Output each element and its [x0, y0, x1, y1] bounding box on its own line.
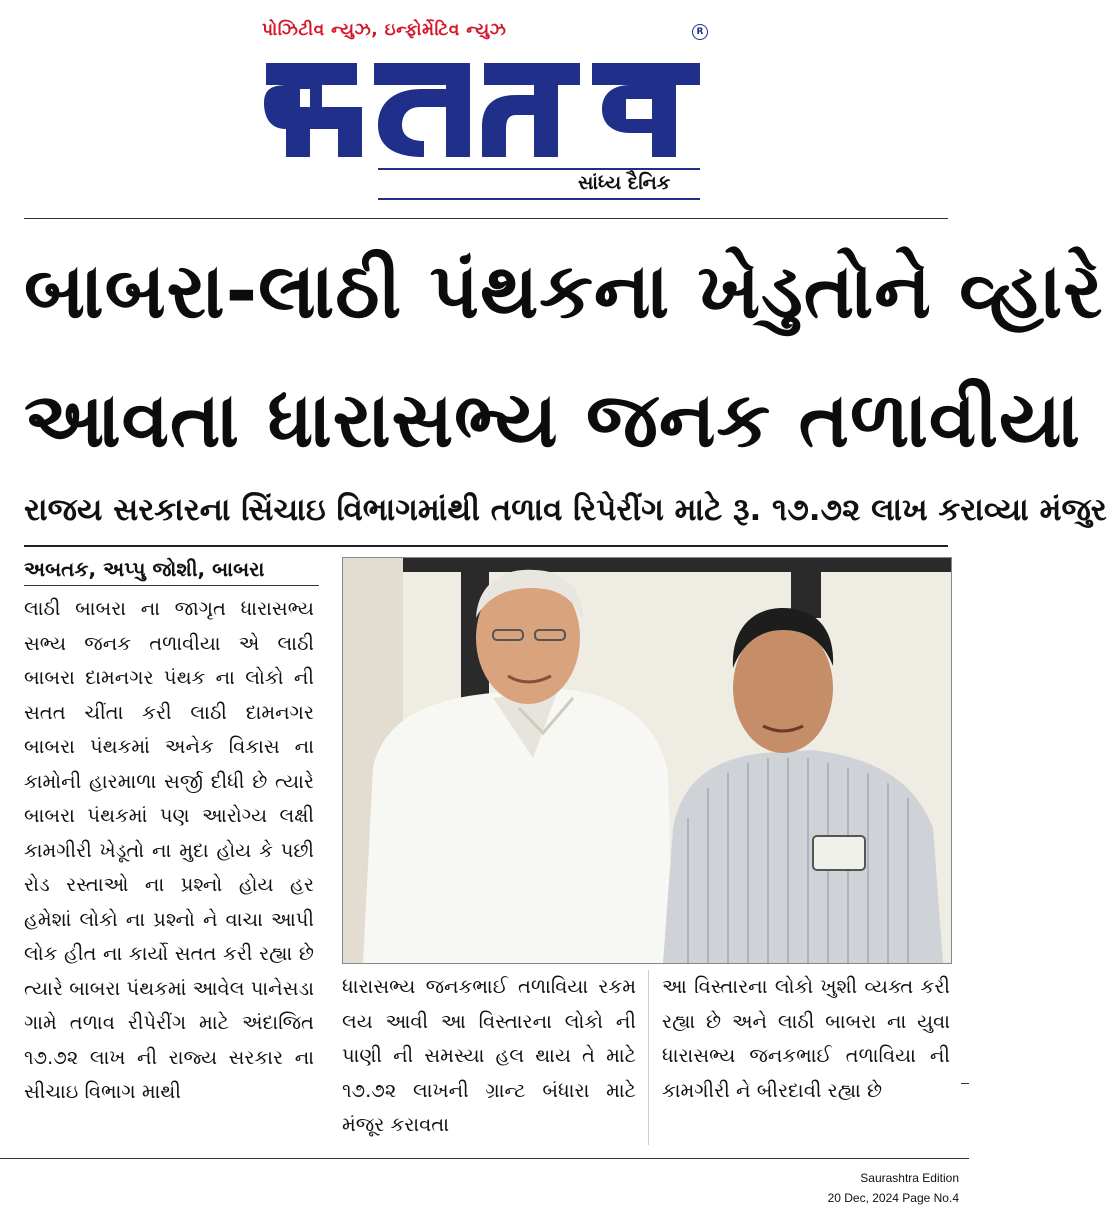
logo-divider	[378, 168, 700, 170]
newspaper-logo	[262, 45, 702, 165]
footer-rule	[0, 1158, 969, 1159]
newspaper-logo-graphic	[262, 45, 702, 165]
photo-two-men-illustration	[343, 558, 951, 963]
byline: અબતક, અપ્પુ જોશી, બાબરા	[24, 557, 265, 581]
article-column-3: આ વિસ્તારના લોકો ખુશી વ્યક્ત કરી રહ્યા છે અને લાઠી બાબરા ના યુવા ધારાસભ્ય જનકભાઈ તળાવિયા ની કામગીરી ને બીરદાવી રહ્યા છે	[662, 975, 950, 1102]
edition-type: સાંધ્ય દૈનિક	[578, 172, 671, 194]
article-column-2: ધારાસભ્ય જનકભાઈ તળાવિયા રકમ લય આવી આ વિસ્તારના લોકો ની પાણી ની સમસ્યા હલ થાય તે માટે ૧૭.૭૨ લાખની ગ્રાન્ટ બંધારા માટે મંજૂર કરાવતા	[342, 975, 636, 1136]
headline-line-1: બાબરા-લાઠી પંથકના ખેડુતોને વ્હારે	[24, 246, 1104, 335]
article-column-1: લાઠી બાબરા ના જાગૃત ધારાસભ્ય સભ્ય જનક તળાવીયા એ લાઠી બાબરા દામનગર પંથક ના લોકો ની સતત ચીંતા કરી લાઠી દામનગર બાબરા પંથકમાં અનેક વિકાસ ના કામોની હારમાળા સર્જી દીધી છે ત્યારે બાબરા પંથકમાં પણ આરોગ્ય લક્ષી કામગીરી ખેડૂતો ના મુદા હોય કે પછી રોડ રસ્તાઓ ના પ્રશ્નો હોય હર હમેશાં લોકો ના પ્રશ્નો ને વાચા આપી લોક હીત ના કાર્યો સતત કરી રહ્યા છે ત્યારે બાબરા પંથકમાં આવેલ પાનેસડા ગામે તળાવ રીપેરીંગ માટે અંદાજિત ૧૭.૭૨ લાખ ની રાજ્ય સરકાર ના સીચાઇ વિભાગ માથી	[24, 597, 314, 1103]
byline-rule	[24, 585, 319, 586]
footer-date-page: 20 Dec, 2024 Page No.4	[827, 1191, 959, 1205]
logo-underline	[378, 198, 700, 200]
subhead-rule	[24, 545, 948, 547]
column-divider	[648, 970, 649, 1145]
masthead-tagline: પોઝિટીવ ન્યુઝ, ઇન્ફોર્મેટિવ ન્યુઝ	[262, 20, 507, 40]
subheadline: રાજય સરકારના સિંચાઇ વિભાગમાંથી તળાવ રિપેરીંગ માટે રૂ. ૧૭.૭૨ લાખ કરાવ્યા મંજુર	[24, 492, 1107, 528]
headline-line-2: આવતા ધારાસભ્ય જનક તળાવીયા	[24, 375, 1081, 464]
footer-edition: Saurashtra Edition	[860, 1171, 959, 1185]
edge-mark	[961, 1083, 969, 1084]
news-photo	[342, 557, 952, 964]
registered-mark-icon: R	[692, 24, 708, 40]
masthead	[0, 0, 969, 215]
header-rule	[24, 218, 948, 219]
footer	[828, 1168, 959, 1208]
